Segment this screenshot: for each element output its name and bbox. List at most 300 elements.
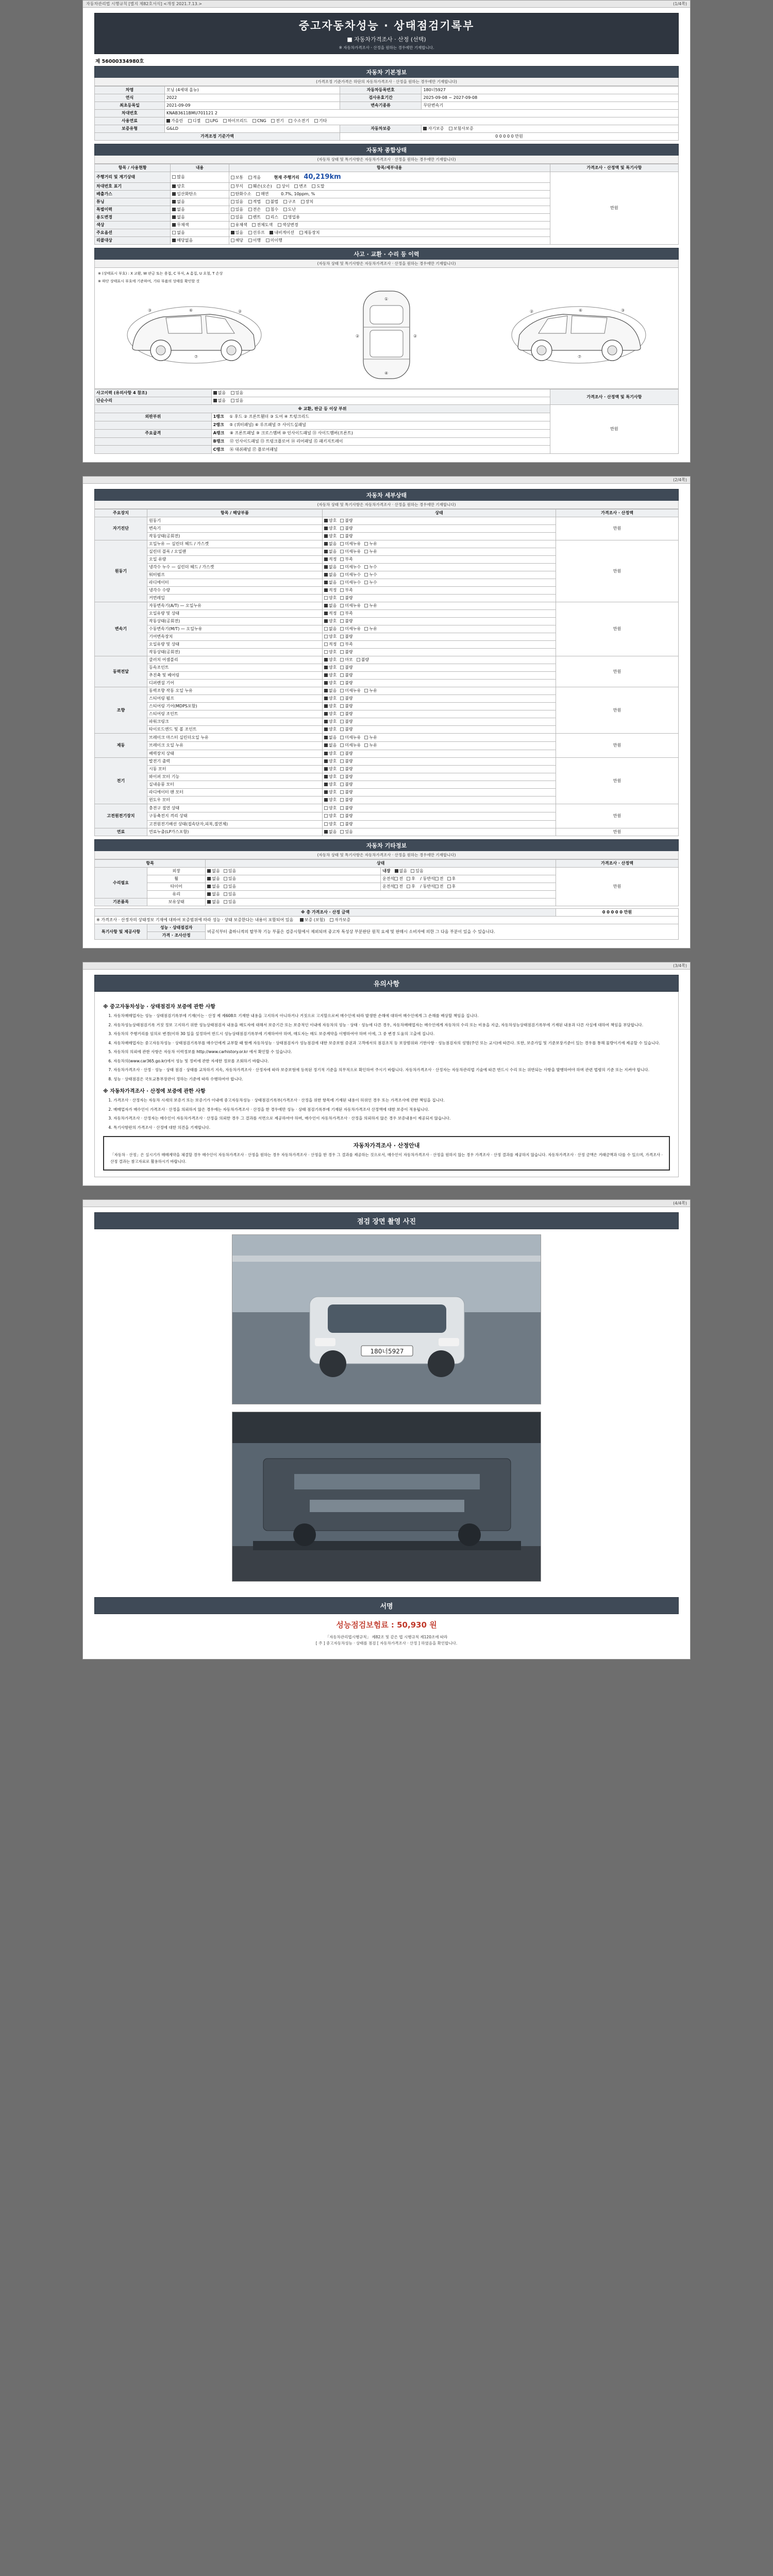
emission-detail — [229, 191, 550, 198]
special-opt-none[interactable]: 없음 — [172, 207, 184, 212]
part-group-exterior: 외판부위 — [95, 413, 212, 421]
status-water-pump: 없음 미세누수 누수 — [322, 571, 556, 579]
simple-repair-label: 단순수리 — [95, 397, 212, 405]
item-exterior: 외장 — [147, 868, 205, 875]
repair-parts-header: ※ 교환, 판금 등 이상 부위 — [95, 405, 550, 413]
odo-opt-few[interactable]: 적음 — [248, 175, 261, 180]
photos-header: 점검 장면 촬영 사진 — [94, 1212, 679, 1229]
overall-price-value: 만원 — [610, 206, 618, 211]
vin-opt-erase[interactable]: 도말 — [312, 184, 324, 189]
accident-price-value: 만원 — [550, 405, 678, 454]
usage-opt-rent[interactable]: 렌트 — [248, 215, 261, 220]
status-engine-head-leak: 없음 미세누유 누유 — [322, 540, 556, 548]
status-at-leak: 없음 미세누유 누유 — [322, 602, 556, 610]
car-number-value: 180너5927 — [422, 87, 679, 94]
overall-price-cell — [550, 172, 678, 245]
part-group-frame-3 — [95, 446, 212, 454]
list-item: 5. 자동차의 의뢰에 관한 사항은 자동차 이력정보를 http://www.carhistory.or.kr 에서 확인할 수 있습니다. — [113, 1049, 670, 1056]
emission-opt-hc[interactable]: 탄화수소 — [231, 192, 251, 197]
part-rank-b: B랭크 ⑫ 인사이드패널 ⑬ 트렁크플로어 ⑭ 리어패널 ⑮ 패키지트레이 — [211, 437, 550, 446]
section-accident-header: 사고 · 교환 · 수리 등 이력 — [94, 248, 679, 260]
status-wheel: 없음 있음 — [206, 875, 381, 883]
section-basic-info-note: (가격조정 기준가격은 하단의 자동차가격조사 · 산정을 원하는 경우에만 기재합니다) — [94, 78, 679, 86]
recall-opt-not-done[interactable]: 미이행 — [266, 238, 282, 243]
options-opt-none[interactable]: 없음 — [172, 230, 184, 235]
tuning-opt-none[interactable]: 없음 — [172, 199, 184, 205]
emission-state — [171, 191, 229, 198]
total-and-special-table — [94, 908, 679, 940]
item-differential: 디퍼렌셜 기어 — [147, 680, 322, 687]
col-detail: 항목/세부내용 — [229, 164, 550, 172]
price-other: 만원 — [556, 868, 679, 906]
accident-history-table — [94, 389, 679, 454]
first-reg-value: 2021-09-09 — [164, 102, 340, 110]
item-common-rail: 커먼레일 — [147, 595, 322, 602]
part-rank-1: 1랭크 ① 후드 ② 프론트휀더 ③ 도어 ④ 트렁크리드 — [211, 413, 550, 421]
list-item: 4. 자동차매매업자는 중고자동차성능 · 상태점검기록부를 매수인에게 교부할 때 함께 자동차성능 · 상태점검자가 성능점검에 대한 보증보험 증권과 고객에서의 점검조치 등 보장범위와 기한사항 · 성능점검자의 성명(주민 또는 교시)에 따른다. 또한, 보증가입 및 기준보장기준이 있는 경우를 통해 물량이기에 제공할 수 있습니다. — [113, 1040, 670, 1047]
table-row — [95, 804, 679, 812]
fuel-option-diesel[interactable]: 디젤 — [188, 118, 200, 124]
table-row — [95, 602, 679, 610]
notice-title-1: ※ 중고자동차성능 · 상태점검자 보증에 관한 사항 — [103, 1004, 215, 1010]
usage-opt-yes[interactable]: 있음 — [231, 215, 243, 220]
accident-history-options — [211, 389, 550, 397]
fuel-option-gasoline[interactable]: 가솔린 — [166, 118, 183, 124]
item-drive-battery: 구동축전지 격리 상태 — [147, 812, 322, 820]
table-row — [95, 540, 679, 548]
status-tire: 없음 있음 — [206, 883, 381, 891]
tuning-opt-yes[interactable]: 있음 — [231, 199, 243, 205]
item-mt-gear: 기어변속장치 — [147, 633, 322, 641]
emission-opt-smoke[interactable]: 매연 — [256, 192, 268, 197]
status-wiper-motor: 양호 불량 — [322, 773, 556, 781]
page-4-top-bar — [83, 1200, 690, 1207]
recall-opt-done[interactable]: 이행 — [248, 238, 261, 243]
price-powertrain: 만원 — [556, 656, 679, 687]
simple-opt-none[interactable]: 없음 — [213, 398, 226, 403]
table-row — [95, 517, 679, 525]
table-header-row — [95, 164, 679, 172]
svg-text:⑦: ⑦ — [578, 354, 582, 360]
fuel-option-hydrogen[interactable]: 수소전기 — [289, 118, 309, 124]
part-group-exterior-2 — [95, 421, 212, 429]
detail-col-item: 항목 / 해당부품 — [147, 510, 322, 517]
recall-opt-na[interactable]: 해당없음 — [172, 238, 193, 243]
table-row — [95, 110, 679, 117]
group-fuel: 연료 — [95, 828, 147, 836]
status-window-motor: 양호 불량 — [322, 796, 556, 804]
item-tire: 타이어 — [147, 883, 205, 891]
status-at-idle: 양호 불량 — [322, 618, 556, 625]
item-idle-diag: 작동상태(공회전) — [147, 533, 322, 540]
item-mt-oil: 오일유량 및 상태 — [147, 641, 322, 649]
svg-text:①: ① — [384, 297, 389, 302]
fuel-option-electric[interactable]: 전기 — [271, 118, 283, 124]
car-name-value: 모닝 (4세대 올뉴) — [164, 87, 340, 94]
group-brake: 제동 — [95, 734, 147, 758]
status-engine-block: 없음 미세누유 누유 — [322, 548, 556, 556]
tuning-opt-structure[interactable]: 구조 — [283, 199, 296, 205]
usage-change-detail — [229, 214, 550, 222]
vin-mark-state — [171, 183, 229, 191]
vin-opt-diff[interactable]: 상이 — [277, 184, 289, 189]
item-clutch: 클러치 어셈블리 — [147, 656, 322, 664]
tuning-opt-legal[interactable]: 적법 — [248, 199, 261, 205]
item-alternator: 발전기 출력 — [147, 758, 322, 766]
table-row — [95, 389, 679, 397]
item-power-steering-leak: 동력조향 작동 오일 누유 — [147, 687, 322, 695]
other-info-table — [94, 859, 679, 906]
base-price-value: 0 0 0 0 0 만원 — [340, 133, 678, 141]
status-wheel-pos: 운전석 전 후 / 동반석 전 후 — [381, 875, 556, 883]
car-diagram-row — [98, 286, 675, 385]
tuning-label: 튜닝 — [95, 198, 171, 206]
car-diagram-top — [290, 286, 482, 385]
vin-opt-damage[interactable]: 훼손(오손) — [248, 184, 272, 189]
section-detail-state-header: 자동차 세부상태 — [94, 489, 679, 501]
svg-text:③: ③ — [621, 308, 625, 313]
group-self-diagnosis: 자기진단 — [95, 517, 147, 540]
table-header-row — [95, 510, 679, 517]
item-engine-block: 실린더 블록 / 오일팬 — [147, 548, 322, 556]
svg-text:②: ② — [238, 309, 242, 314]
status-alternator: 양호 불량 — [322, 758, 556, 766]
status-hv-wiring: 양호 불량 — [322, 820, 556, 828]
odo-current-value: 40,219km — [304, 173, 341, 181]
declaration-text: 「자동차 · 산정」은 실시기가 매매계약을 체결할 경우 매수인이 자동차가격조사 · 산정을 원하는 경우 자동차가격조사 · 산정을 한 경우 그 결과를 제공하는 것으로서, 매수인이 자동차가격조사 · 산정을 원하지 않는 경우 가격조사 · 산정 결과를 제공하지 않습니다. 자동차가격조사 · 산정 금액은 거래금액과 다를 수 있으며, 가격조사 · 산정 결과는 참고자료로 활용하시기 바랍니다. — [110, 1153, 663, 1164]
status-booster: 양호 불량 — [322, 750, 556, 758]
status-cv-joint: 양호 불량 — [322, 664, 556, 672]
vin-opt-alter[interactable]: 변조 — [294, 184, 307, 189]
odo-opt-normal[interactable]: 보통 — [231, 175, 243, 180]
usage-opt-business[interactable]: 영업용 — [283, 215, 300, 220]
price-electric: 만원 — [556, 758, 679, 804]
document-subtitle: ■ 자동차가격조사 · 산정 (선택) — [347, 36, 426, 43]
emission-values: 0.7%, 10ppm, % — [281, 192, 315, 197]
special-opt-flood[interactable]: 침수 — [266, 207, 278, 212]
table-row — [95, 87, 679, 94]
section-basic-info-header: 자동차 기본정보 — [94, 66, 679, 78]
fuel-option-cng[interactable]: CNG — [253, 118, 266, 124]
options-opt-sunroof[interactable]: 선루프 — [248, 230, 265, 235]
table-row — [95, 172, 679, 183]
item-cv-joint: 등속조인트 — [147, 664, 322, 672]
status-coolant-head: 없음 미세누수 누수 — [322, 564, 556, 571]
detail-state-table — [94, 509, 679, 836]
item-mt-leak: 수동변속기(M/T) — 오일누유 — [147, 625, 322, 633]
section-other-info-note: (자동차 상태 및 특기사항은 자동차가격조사 · 산정을 원하는 경우에만 기재합니다) — [94, 851, 679, 859]
section-overall-state-header: 자동차 종합상태 — [94, 144, 679, 156]
list-item: 8. 성능 · 상태점검은 국토교통부장관이 정하는 기준에 따라 수행하여야 합니다. — [113, 1076, 670, 1083]
status-differential: 양호 불량 — [322, 680, 556, 687]
list-item: 2. 매매업자가 매수인이 가격조사 · 산정을 의뢰하지 않은 경우에는 자동차가격조사 · 산정을 한 경우에만 성능 · 상태 점검기록부에 기재된 자동차가격조사 산정액에 대한 보증이 적용됩니다. — [113, 1107, 670, 1113]
status-holding: 없음 있음 — [206, 899, 556, 906]
page-4-number: (4/4쪽) — [673, 1200, 687, 1206]
page-3-top-bar — [83, 962, 690, 970]
table-row — [95, 656, 679, 664]
status-mt-leak: 없음 미세누유 누유 — [322, 625, 556, 633]
page-4 — [82, 1199, 691, 1659]
footer-note-line-1: 「자동차관리법시행규칙」 제82조 및 같은 법 시행규칙 제120조에 따라 — [325, 1634, 448, 1639]
special-notes-inspector-label: 성능 · 상태점검자 — [147, 924, 205, 932]
status-interior: 내장 없음 있음 — [381, 868, 556, 875]
part-rank-c: C랭크 ⑯ 대쉬패널 ⑰ 플로어패널 — [211, 446, 550, 454]
status-trans-diag: 양호 불량 — [322, 525, 556, 533]
inspection-period-label: 검사유효기간 — [340, 94, 422, 102]
vin-opt-good[interactable]: 양호 — [172, 184, 184, 189]
usage-change-state — [171, 214, 229, 222]
options-opt-brake[interactable]: 제동장치 — [299, 230, 320, 235]
col-usage: 항목 / 사용현황 — [95, 164, 171, 172]
status-radiator: 없음 미세누수 누수 — [322, 579, 556, 587]
group-basic-items: 기본품목 — [95, 899, 147, 906]
item-wheel: 휠 — [147, 875, 205, 883]
status-coolant-level: 적정 부족 — [322, 587, 556, 595]
group-transmission: 변속기 — [95, 602, 147, 656]
page-3-number: (3/4쪽) — [673, 963, 687, 969]
guarantee-opt-self[interactable]: 자가보증 — [330, 918, 350, 923]
special-opt-yes[interactable]: 있음 — [231, 207, 243, 212]
table-row — [95, 102, 679, 110]
group-high-voltage: 고전원전기장치 — [95, 804, 147, 828]
color-opt-full-paint[interactable]: 전체도색 — [252, 223, 273, 228]
special-opt-theft[interactable]: 도난 — [283, 207, 296, 212]
list-item: 2. 자동차성능상태점검기록 거짓 정보 고지하기 위한 성능상태점검자 내용을 매도자에 대해서 보증기간 또는 보증적인 이내에 자동차의 성능 · 상태 · 성능에 다른 경우, 자동차매매업자는 매수인에게 자동차의 수리 또는 비용을 지급, 자동차성능상태점검기록부에 기재된 내용과 다른 사실에 대하여 책임을 부담합니다. — [113, 1022, 670, 1029]
car-diagram-right — [483, 286, 675, 385]
usage-opt-none[interactable]: 없음 — [172, 215, 184, 220]
item-starter: 시동 모터 — [147, 766, 322, 773]
warranty-option-insurance[interactable]: 보험사보증 — [449, 126, 474, 131]
svg-text:⑥: ⑥ — [579, 308, 583, 313]
basic-info-table — [94, 86, 679, 141]
list-item: 3. 자동차의 주행거리를 임의로 변경(이하 30 일을 설정하여 반드시 성능상태점검기록부에 기재하여야 하며, 매도자는 매도 보증계약을 이행하여야 하며 이에, 그 중 변경 도움의 고출에 집니다. — [113, 1031, 670, 1038]
status-common-rail: 양호 불량 — [322, 595, 556, 602]
color-opt-changed[interactable]: 색상변경 — [278, 223, 298, 228]
options-state — [171, 229, 229, 237]
svg-text:⑥: ⑥ — [189, 308, 193, 313]
warranty-label: 자동차보증 — [340, 125, 422, 133]
fuel-option-etc[interactable]: 기타 — [314, 118, 327, 124]
item-glass: 유리 — [147, 891, 205, 899]
fuel-label: 사용연료 — [95, 117, 165, 125]
car-diagram-left — [98, 286, 290, 385]
fuel-option-hybrid[interactable]: 하이브리드 — [223, 118, 248, 124]
group-steering: 조향 — [95, 687, 147, 734]
table-row — [95, 117, 679, 125]
status-clutch: 양호 마모 불량 — [322, 656, 556, 664]
status-power-steering-leak: 없음 미세누유 누유 — [322, 687, 556, 695]
item-at-idle: 작동상태(공회전) — [147, 618, 322, 625]
guarantee-opt-insurance[interactable]: 보증 (보험) — [300, 918, 325, 923]
price-self-diagnosis: 만원 — [556, 517, 679, 540]
other-col-status: 상태 — [206, 860, 556, 868]
document-title: 중고자동차성능 · 상태점검기록부 — [298, 20, 475, 32]
recall-opt-yes[interactable]: 해당 — [231, 238, 243, 243]
list-item: 1. 가격조사 · 산정자는 자동차 시세의 보증기 또는 보증기가 이내에 중고자동차성능 · 상태점검기록부(가격조사 · 산정을 위한 항목에 기재된 내용이 허위인 경우 또는 가격조사에 관한 책임을 집니다. — [113, 1097, 670, 1104]
transmission-label: 변속기종류 — [340, 102, 422, 110]
item-oil-level: 오일 유량 — [147, 556, 322, 564]
car-side-left-diagram — [117, 286, 272, 384]
list-item: 6. 자동차의(www.car365.go.kr)에서 성능 및 정비에 관한 자세한 정보를 조회하기 바랍니다. — [113, 1058, 670, 1065]
item-steering-joint: 스티어링 조인트 — [147, 710, 322, 718]
tuning-opt-illegal[interactable]: 불법 — [266, 199, 278, 205]
inspection-photo-underbody — [232, 1412, 541, 1582]
notice-title-2: ※ 자동차가격조사 · 산정에 보증에 관한 사항 — [103, 1089, 206, 1095]
other-col-item: 항목 — [95, 860, 206, 868]
detail-col-price: 가격조사 · 산정액 — [556, 510, 679, 517]
fuel-options — [164, 117, 678, 125]
table-row — [95, 909, 679, 917]
table-row — [95, 133, 679, 141]
list-item: 7. 자동차가격조사 · 산정 · 성능 · 상태 점검 · 상태를 교차하기 지속, 자동차가격조사 · 산정자에 따라 보증보험에 등록된 정기적 기준을 의무적으로 확인하여 주시기 바랍니다. 자동차가격조사 · 산정자는 자동차관리법 기술에 따른 반드시 수리 또는 위반되는 사항을 발행하여야 하며 관련 법령의 기준 또는 지켜야 합니다. — [113, 1067, 670, 1074]
recall-state — [171, 237, 229, 245]
odo-opt-many[interactable]: 많음 — [172, 175, 184, 180]
part-rank-a: A랭크 ⑧ 프론트패널 ⑨ 크로스멤버 ⑩ 인사이드패널 ⑪ 사이드멤버(프론트) — [211, 429, 550, 437]
options-opt-nav[interactable]: 내비게이션 — [270, 230, 294, 235]
item-booster: 배력장치 상태 — [147, 750, 322, 758]
vin-mark-detail — [229, 183, 550, 191]
status-charge-port: 양호 불량 — [322, 804, 556, 812]
inspection-photo-front — [232, 1234, 541, 1404]
tuning-detail — [229, 198, 550, 206]
page-3 — [82, 962, 691, 1185]
special-opt-total-loss[interactable]: 전손 — [248, 207, 261, 212]
price-brake: 만원 — [556, 734, 679, 758]
status-drive-battery: 양호 불량 — [322, 812, 556, 820]
price-steering: 만원 — [556, 687, 679, 734]
notice-list-2 — [103, 1097, 670, 1131]
page-2-number: (2/4쪽) — [673, 478, 687, 483]
page-1 — [82, 0, 691, 463]
status-tie-rod: 양호 불량 — [322, 726, 556, 734]
diagram-legend-2: ※ 하단 상태표시 부호에 기준하여, 기타 부품의 상태를 확인할 것 — [98, 279, 200, 283]
warranty-option-self[interactable]: 자기보증 — [423, 126, 444, 131]
group-repair-needed: 수리필요 — [95, 868, 147, 899]
usage-opt-lease[interactable]: 리스 — [266, 215, 278, 220]
warranty-options — [422, 125, 679, 133]
declaration-box — [103, 1136, 670, 1170]
vin-opt-corrosion[interactable]: 부식 — [231, 184, 243, 189]
col-price-note: 가격조사 · 산정액 및 특기사항 — [550, 164, 678, 172]
diagram-legend-1: ※ (상태표시 부호) : X 교환, W 판금 또는 용접, C 부식, A 흠집, U 요철, T 손상 — [98, 272, 223, 276]
signature-header: 서명 — [94, 1597, 679, 1614]
table-row — [95, 734, 679, 742]
item-brake-oil: 브레이크 오일 누유 — [147, 741, 322, 750]
svg-text:④: ④ — [384, 371, 389, 376]
vin-mark-label: 차대번호 표기 — [95, 183, 171, 191]
status-starter: 양호 불량 — [322, 766, 556, 773]
table-row — [95, 828, 679, 836]
vin-value: KNAB3611BMU701121 2 — [164, 110, 678, 117]
photo-underbody-graphic — [232, 1412, 541, 1582]
form-reference: 자동차관리법 시행규칙 [별지 제82호서식] <개정 2021.7.13.> — [86, 2, 202, 6]
group-powertrain: 동력전달 — [95, 656, 147, 687]
tuning-opt-device[interactable]: 장치 — [301, 199, 313, 205]
status-idle-diag: 양호 불량 — [322, 533, 556, 540]
status-at-oil: 적정 부족 — [322, 610, 556, 618]
svg-text:180너5927: 180너5927 — [370, 1347, 404, 1355]
status-master-cylinder: 없음 미세누유 누유 — [322, 734, 556, 742]
total-price-value: 0 0 0 0 0 만원 — [556, 909, 679, 917]
svg-text:③: ③ — [147, 308, 152, 313]
list-item: 4. 특기사항란의 가격조사 · 산정에 대한 의견을 기재합니다. — [113, 1125, 670, 1131]
fuel-option-lpg[interactable]: LPG — [206, 118, 218, 124]
color-opt-chromatic[interactable]: 유채색 — [231, 223, 247, 228]
car-top-diagram — [345, 286, 428, 384]
notice-list-1 — [103, 1013, 670, 1082]
emission-opt-co[interactable]: 일산화탄소 — [172, 192, 197, 197]
warranty-type-label: 보증유형 — [95, 125, 165, 133]
total-price-label: ※ 총 가격조사 · 산정 금액 — [95, 909, 556, 917]
status-mt-oil: 적정 부족 — [322, 641, 556, 649]
item-tie-rod: 타이로드엔드 및 볼 조인트 — [147, 726, 322, 734]
document-title-band — [94, 13, 679, 54]
status-blower-motor: 양호 불량 — [322, 781, 556, 789]
status-exterior: 없음 있음 — [206, 868, 381, 875]
price-transmission: 만원 — [556, 602, 679, 656]
total-price-note: ※ 가격조사 · 산정자의 상태정보 기재에 대하여 보증범위에 따라 성능 · 상태 보증한다는 내용이 포함되어 있음 보증 (보험) 자가보증 — [95, 917, 679, 924]
first-reg-label: 최초등록일 — [95, 102, 165, 110]
section-other-info-header: 자동차 기타정보 — [94, 839, 679, 851]
item-mt-idle: 작동상태(공회전) — [147, 649, 322, 656]
table-row — [95, 917, 679, 924]
accident-opt-none[interactable]: 없음 — [213, 391, 226, 396]
table-row — [95, 687, 679, 695]
item-at-leak: 자동변속기(A/T) — 오일누유 — [147, 602, 322, 610]
simple-opt-yes[interactable]: 있음 — [231, 398, 243, 403]
other-col-price: 가격조사 · 산정액 — [556, 860, 679, 868]
status-tire-pos: 운전석 전 후 / 동반석 전 후 — [381, 883, 556, 891]
notice-header: 유의사항 — [94, 975, 679, 992]
accident-opt-yes[interactable]: 있음 — [231, 391, 243, 396]
item-wiper-motor: 와이퍼 모터 기능 — [147, 773, 322, 781]
warranty-type-value: G&LD — [164, 125, 340, 133]
recall-detail — [229, 237, 550, 245]
special-notes-appraiser-label: 가격 · 조사산정 — [147, 932, 205, 940]
item-steering-gear: 스티어링 기어(MDPS포함) — [147, 703, 322, 710]
special-history-detail — [229, 206, 550, 214]
status-steering-pump: 양호 불량 — [322, 695, 556, 703]
item-at-oil: 오일유량 및 상태 — [147, 610, 322, 618]
options-opt-yes[interactable]: 있음 — [231, 230, 243, 235]
inspection-fee: 성능점검보험료 : 50,930 원 — [336, 1620, 437, 1630]
special-notes-label: 특기사항 및 제공사항 — [95, 924, 147, 940]
footer-note-line-2: [ 주 ] 중고자동차성능 · 상태를 점검 [ 자동차가격조사 · 산정 ] 하였음을 확인합니다. — [315, 1640, 458, 1646]
price-high-voltage: 만원 — [556, 804, 679, 828]
item-hv-wiring: 고전원전기배선 상태(접속단자,피복,절연체) — [147, 820, 322, 828]
status-mt-idle: 양호 불량 — [322, 649, 556, 656]
section-overall-state-note: (자동차 상태 및 특기사항은 자동차가격조사 · 산정을 원하는 경우에만 기재합니다) — [94, 156, 679, 164]
photos-container — [94, 1229, 679, 1594]
part-group-frame: 주요골격 — [95, 429, 212, 437]
status-mt-gear: 양호 불량 — [322, 633, 556, 641]
status-engine-diag: 양호 불량 — [322, 517, 556, 525]
overall-state-table — [94, 164, 679, 245]
car-name-label: 차명 — [95, 87, 165, 94]
price-fuel: 만원 — [556, 828, 679, 836]
svg-text:②: ② — [355, 334, 360, 339]
status-steering-joint: 양호 불량 — [322, 710, 556, 718]
accident-diagram-box — [94, 268, 679, 389]
transmission-value: 무단변속기 — [422, 102, 679, 110]
section-detail-state-note: (자동차 상태 및 특기사항은 자동차가격조사 · 산정을 원하는 경우에만 기재합니다) — [94, 501, 679, 509]
color-state — [171, 222, 229, 229]
declaration-title: 자동차가격조사 · 산정안내 — [353, 1142, 420, 1149]
footer-note — [94, 1632, 679, 1651]
options-label: 주요옵션 — [95, 229, 171, 237]
table-row — [95, 94, 679, 102]
color-opt-achromatic[interactable]: 무채색 — [172, 223, 189, 228]
